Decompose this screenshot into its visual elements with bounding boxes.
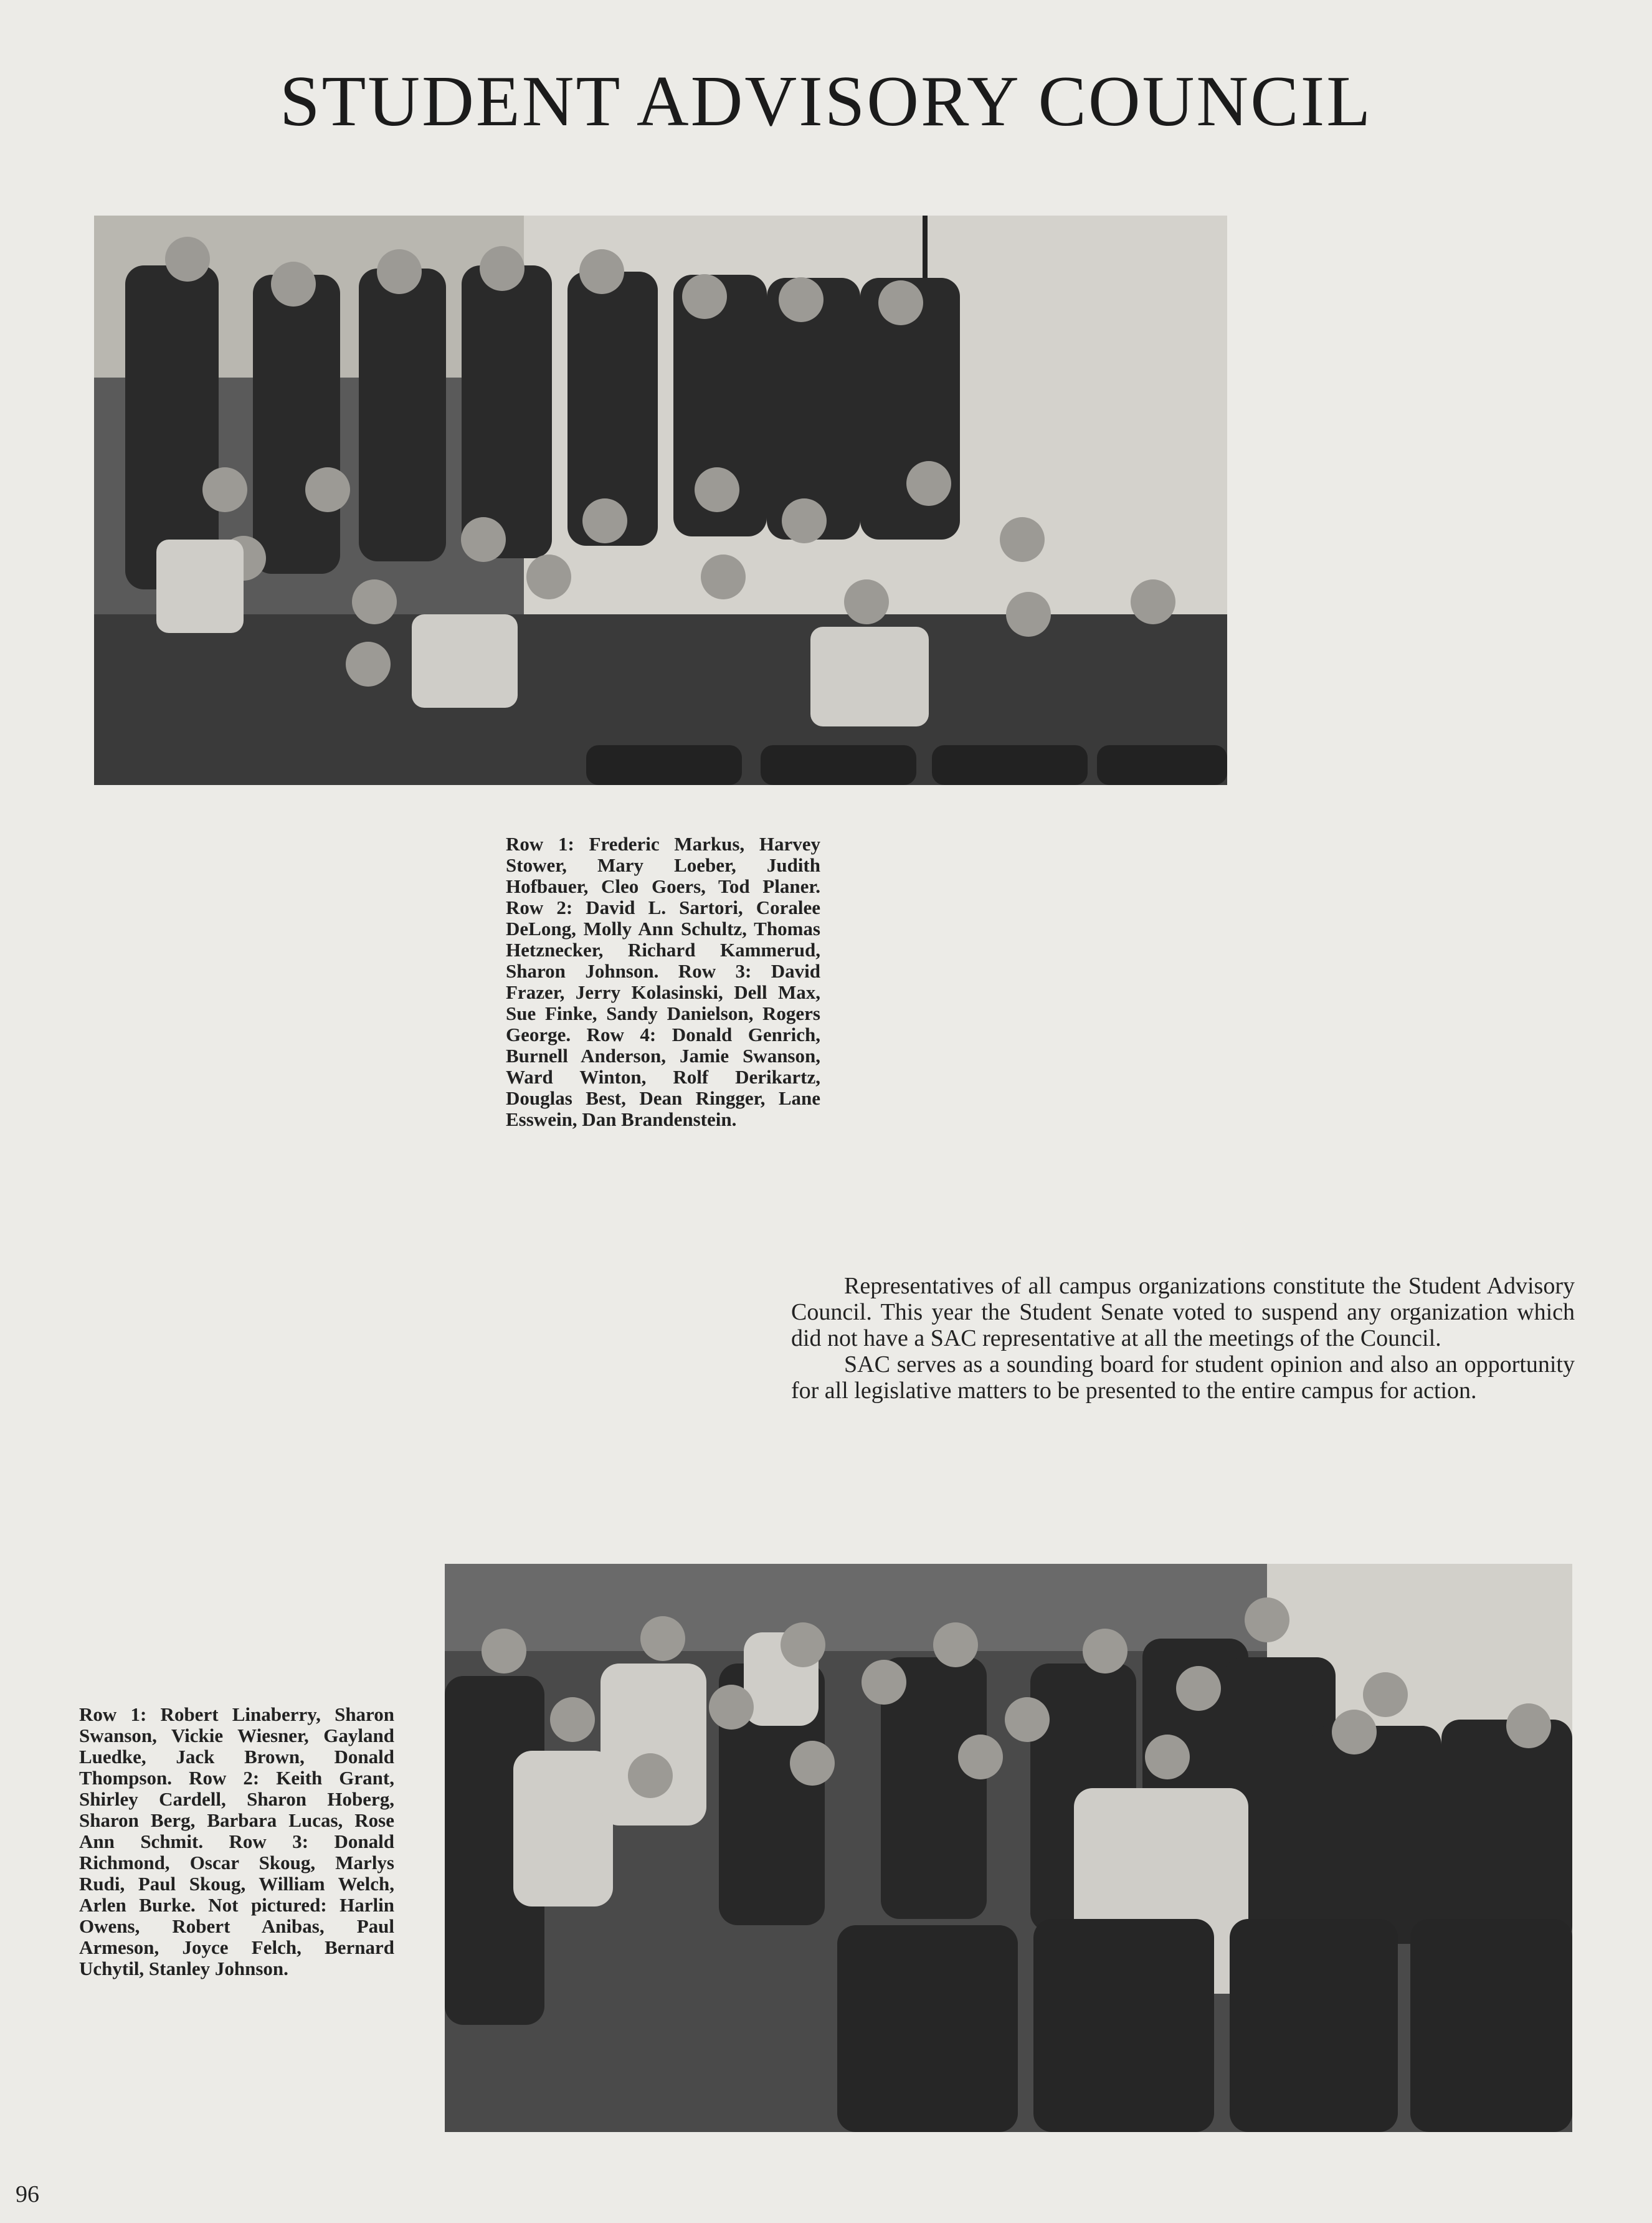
page-number: 96 (16, 2181, 39, 2207)
body-paragraph-1: Representatives of all campus organizations constitute the Student Advisory Council. This year the Student Senate voted to suspend any organization which did not have a SAC representative at all the meetings of the Council. (791, 1273, 1575, 1351)
bottom-photo-caption: Row 1: Robert Linaberry, Sharon Swanson, Vickie Wiesner, Gayland Luedke, Jack Brown, Donald Thompson. Row 2: Keith Grant, Shirley Cardell, Sharon Hoberg, Sharon Berg, Barbara Lucas, Rose Ann Schmit. Row 3: Donald Richmond, Oscar Skoug, Marlys Rudi, Paul Skoug, William Welch, Arlen Burke. Not pictured: Harlin Owens, Robert Anibas, Paul Armeson, Joyce Felch, Bernard Uchytil, Stanley Johnson. (79, 1703, 394, 1979)
page-title: STUDENT ADVISORY COUNCIL (279, 62, 1373, 141)
top-photo-caption: Row 1: Frederic Markus, Harvey Stower, Mary Loeber, Judith Hofbauer, Cleo Goers, Tod Planer. Row 2: David L. Sartori, Coralee DeLong, Molly Ann Schultz, Thomas Hetznecker, Richard Kammerud, Sharon Johnson. Row 3: David Frazer, Jerry Kolasinski, Dell Max, Sue Finke, Sandy Danielson, Rogers George. Row 4: Donald Genrich, Burnell Anderson, Jamie Swanson, Ward Winton, Rolf Derikartz, Douglas Best, Dean Ringger, Lane Esswein, Dan Brandenstein. (506, 833, 820, 1130)
body-text (791, 1273, 1575, 1404)
group-photo-top (94, 216, 1227, 785)
group-photo-bottom (445, 1564, 1572, 2132)
body-paragraph-2: SAC serves as a sounding board for student opinion and also an opportunity for all legislative matters to be presented to the entire campus for action. (791, 1351, 1575, 1404)
